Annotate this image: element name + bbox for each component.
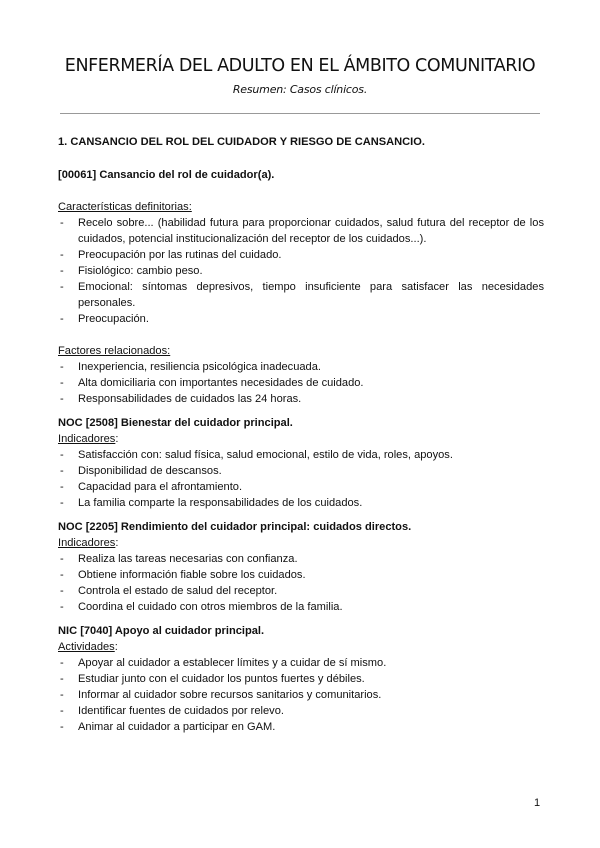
list-dash: - <box>60 673 64 685</box>
noc-2508-label-colon: : <box>115 433 119 445</box>
list-item-text: Preocupación por las rutinas del cuidado. <box>78 249 282 261</box>
list-item-text: Obtiene información fiable sobre los cuidados. <box>78 569 306 581</box>
list-item <box>58 215 544 247</box>
list-dash: - <box>60 481 64 493</box>
list-dash: - <box>60 689 64 701</box>
page-number: 1 <box>534 797 541 809</box>
list-item-text: Capacidad para el afrontamiento. <box>78 481 243 493</box>
list-item <box>58 479 544 495</box>
list-item <box>58 375 544 391</box>
document-subtitle: Resumen: Casos clínicos. <box>232 83 368 96</box>
list-item-text: Apoyar al cuidador a establecer límites y a cuidar de sí mismo. <box>78 657 387 669</box>
list-item-text: Realiza las tareas necesarias con confianza. <box>78 553 298 565</box>
list-dash: - <box>60 217 64 229</box>
document-body <box>58 134 544 735</box>
list-item-text: Animar al cuidador a participar en GAM. <box>78 721 276 733</box>
diagnosis-heading: [00061] Cansancio del rol de cuidador(a). <box>58 169 275 181</box>
list-item-text: Identificar fuentes de cuidados por relevo. <box>78 705 284 717</box>
list-item <box>58 311 544 327</box>
list-item-text: Informar al cuidador sobre recursos sanitarios y comunitarios. <box>78 689 382 701</box>
list-dash: - <box>60 497 64 509</box>
list-item <box>58 447 544 463</box>
list-item <box>58 551 544 567</box>
list-item <box>58 263 544 279</box>
nic-7040-label <box>58 639 544 655</box>
noc-2205-list <box>58 551 544 615</box>
list-dash: - <box>60 553 64 565</box>
list-item-text: Coordina el cuidado con otros miembros de la familia. <box>78 601 343 613</box>
list-dash: - <box>60 705 64 717</box>
list-dash: - <box>60 313 64 325</box>
list-item <box>58 671 544 687</box>
list-item <box>58 583 544 599</box>
list-item-text: Satisfacción con: salud física, salud emocional, estilo de vida, roles, apoyos. <box>78 449 453 461</box>
list-dash: - <box>60 569 64 581</box>
nic-7040-list <box>58 655 544 735</box>
list-item <box>58 391 544 407</box>
list-item-text: Preocupación. <box>78 313 149 325</box>
list-item-text: Alta domiciliaria con importantes necesidades de cuidado. <box>78 377 364 389</box>
list-item <box>58 359 544 375</box>
noc-2508-heading: NOC [2508] Bienestar del cuidador principal. <box>58 417 293 429</box>
list-item <box>58 279 544 311</box>
list-dash: - <box>60 721 64 733</box>
noc-2508-label-text: Indicadores <box>58 433 116 445</box>
list-item <box>58 599 544 615</box>
list-item-text: La familia comparte la responsabilidades de los cuidados. <box>78 497 363 509</box>
list-item <box>58 687 544 703</box>
list-dash: - <box>60 281 64 293</box>
list-item <box>58 247 544 263</box>
noc-2205-label-text: Indicadores <box>58 537 116 549</box>
list-item <box>58 463 544 479</box>
list-item-text: Disponibilidad de descansos. <box>78 465 222 477</box>
noc-2508-label <box>58 431 544 447</box>
list-item-text: Inexperiencia, resiliencia psicológica inadecuada. <box>78 361 321 373</box>
list-dash: - <box>60 465 64 477</box>
factors-label: Factores relacionados: <box>58 345 171 357</box>
list-item <box>58 703 544 719</box>
list-dash: - <box>60 449 64 461</box>
factors-list <box>58 359 544 407</box>
list-item <box>58 655 544 671</box>
title-divider <box>60 113 540 114</box>
list-item-text: Recelo sobre... (habilidad futura para proporcionar cuidados, salud futura del receptor de los cuidados, potencial institucionalización del receptor de los cuidados...). <box>78 217 544 245</box>
nic-7040-label-text: Actividades <box>58 641 115 653</box>
list-dash: - <box>60 601 64 613</box>
nic-7040-heading: NIC [7040] Apoyo al cuidador principal. <box>58 625 265 637</box>
list-item <box>58 495 544 511</box>
list-item <box>58 719 544 735</box>
noc-2205-label-colon: : <box>115 537 119 549</box>
list-item-text: Emocional: síntomas depresivos, tiempo insuficiente para satisfacer las necesidades personales. <box>78 281 544 309</box>
list-item <box>58 567 544 583</box>
nic-7040-label-colon: : <box>114 641 118 653</box>
noc-2205-label <box>58 535 544 551</box>
list-dash: - <box>60 657 64 669</box>
list-item-text: Fisiológico: cambio peso. <box>78 265 203 277</box>
section-heading: 1. CANSANCIO DEL ROL DEL CUIDADOR Y RIESGO DE CANSANCIO. <box>58 136 425 148</box>
list-dash: - <box>60 377 64 389</box>
list-dash: - <box>60 585 64 597</box>
list-item-text: Controla el estado de salud del receptor. <box>78 585 278 597</box>
noc-2508-list <box>58 447 544 511</box>
document-title: ENFERMERÍA DEL ADULTO EN EL ÁMBITO COMUNITARIO <box>64 56 536 76</box>
characteristics-list <box>58 215 544 327</box>
noc-2205-heading: NOC [2205] Rendimiento del cuidador principal: cuidados directos. <box>58 521 412 533</box>
characteristics-label: Características definitorias: <box>58 201 192 213</box>
list-dash: - <box>60 249 64 261</box>
list-dash: - <box>60 361 64 373</box>
list-item-text: Estudiar junto con el cuidador los puntos fuertes y débiles. <box>78 673 365 685</box>
list-dash: - <box>60 393 64 405</box>
list-item-text: Responsabilidades de cuidados las 24 horas. <box>78 393 302 405</box>
list-dash: - <box>60 265 64 277</box>
